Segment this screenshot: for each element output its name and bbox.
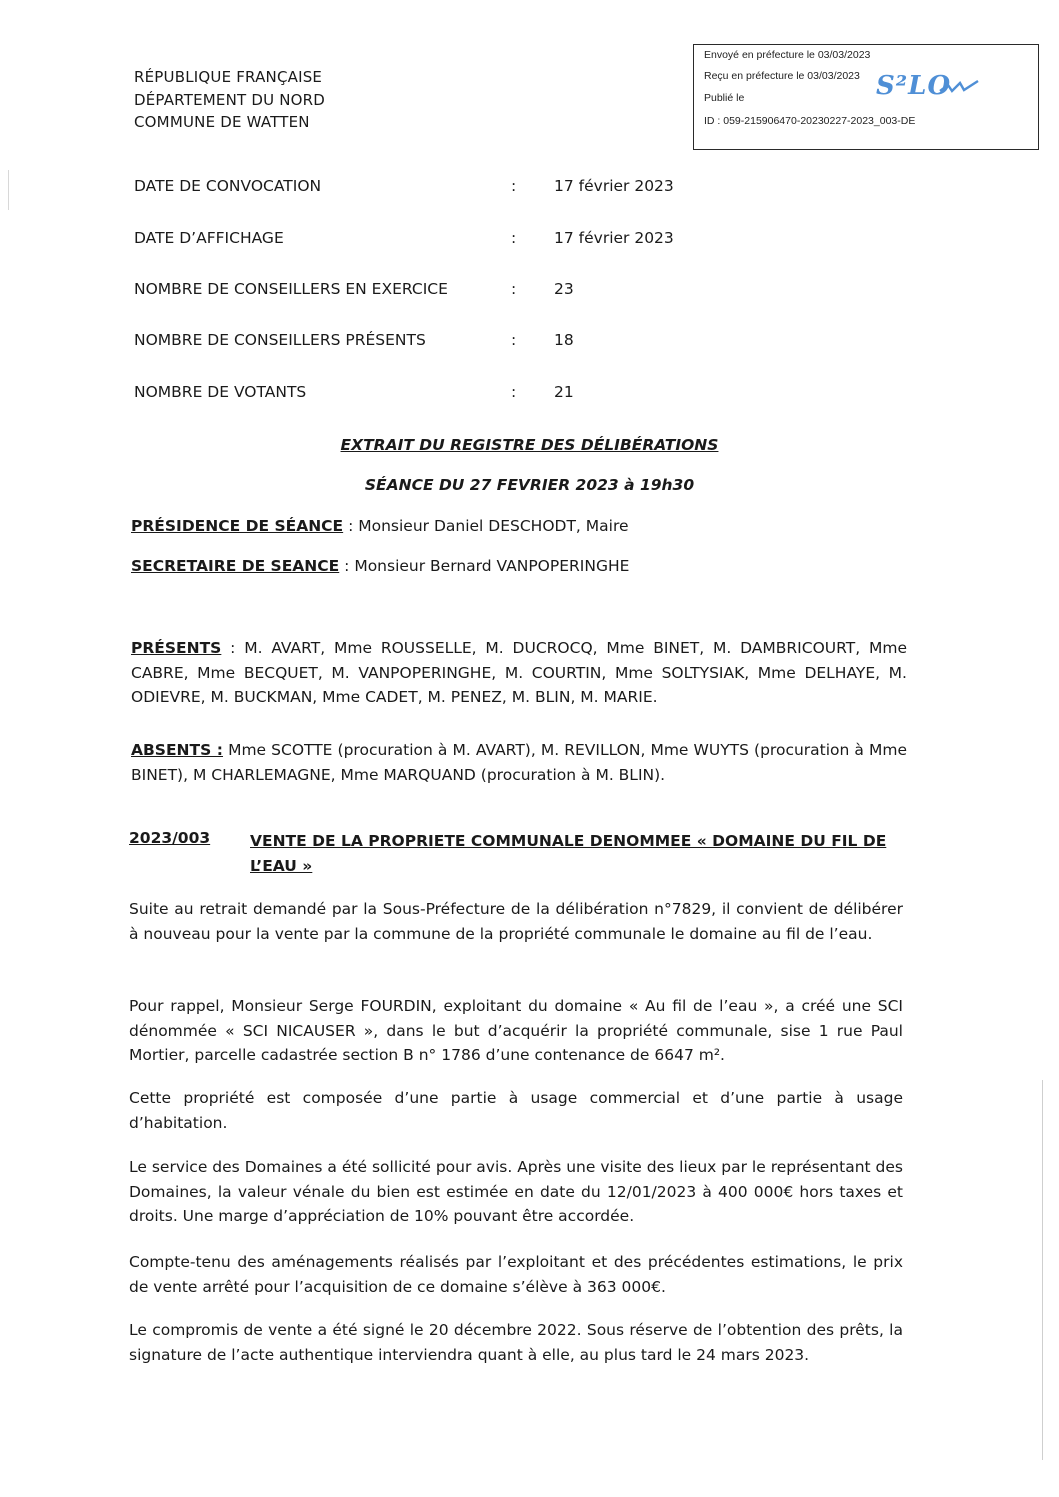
presents-label: PRÉSENTS: [131, 639, 222, 657]
presidence-label: PRÉSIDENCE DE SÉANCE: [131, 517, 344, 535]
stamp-sent: Envoyé en préfecture le 03/03/2023: [704, 49, 871, 61]
meta-row-convocation: [134, 177, 734, 201]
presidence-value: : Monsieur Daniel DESCHODT, Maire: [343, 517, 629, 535]
meta-label: DATE D’AFFICHAGE: [134, 229, 284, 247]
body-paragraph: Pour rappel, Monsieur Serge FOURDIN, exploitant du domaine « Au fil de l’eau », a créé une SCI dénommée « SCI NICAUSER », dans le but d’acquérir la propriété communale, sise 1 rue Paul Mortier, parcelle cadastrée section B n° 1786 d’une contenance de 6647 m².: [129, 997, 903, 1065]
meta-value: 17 février 2023: [554, 229, 674, 247]
issuer-header: [134, 66, 325, 134]
session-title-text: SÉANCE DU 27 FEVRIER 2023 à 19h30: [364, 476, 695, 494]
meta-row-votants: [134, 383, 734, 407]
section-title: VENTE DE LA PROPRIETE COMMUNALE DENOMMEE « DOMAINE DU FIL DE L’EAU »: [250, 832, 887, 875]
absents-value: Mme SCOTTE (procuration à M. AVART), M. REVILLON, Mme WUYTS (procuration à Mme BINET), M CHARLEMAGNE, Mme MARQUAND (procuration à M. BLIN).: [131, 741, 907, 784]
header-republique: RÉPUBLIQUE FRANÇAISE: [134, 68, 323, 86]
scan-edge-mark: [8, 170, 9, 210]
body-paragraph: Suite au retrait demandé par la Sous-Préfecture de la délibération n°7829, il convient de délibérer à nouveau pour la vente par la commune de la propriété communale le domaine au fil de l’eau.: [129, 900, 903, 943]
meta-label: NOMBRE DE CONSEILLERS PRÉSENTS: [134, 331, 426, 349]
body-paragraph: Cette propriété est composée d’une partie à usage commercial et d’une partie à usage d’habitation.: [129, 1089, 903, 1132]
meta-value: 18: [554, 331, 574, 349]
stamp-received: Reçu en préfecture le 03/03/2023: [704, 70, 860, 82]
meta-separator: :: [511, 229, 517, 247]
meta-row-presents: [134, 331, 734, 355]
prefecture-stamp: [693, 44, 1039, 150]
body-paragraph: Le service des Domaines a été sollicité pour avis. Après une visite des lieux par le représentant des Domaines, la valeur vénale du bien est estimée en date du 12/01/2023 à 400 000€ hors taxes et droits. Une marge d’appréciation de 10% pouvant être accordée.: [129, 1158, 903, 1226]
meta-separator: :: [511, 383, 517, 401]
meta-value: 21: [554, 383, 574, 401]
meta-value: 23: [554, 280, 574, 298]
header-commune: COMMUNE DE WATTEN: [134, 113, 310, 131]
body-paragraph: Le compromis de vente a été signé le 20 décembre 2022. Sous réserve de l’obtention des prêts, la signature de l’acte authentique interviendra quant à elle, au plus tard le 24 mars 2023.: [129, 1321, 903, 1364]
stamp-published: Publié le: [704, 92, 745, 104]
meta-separator: :: [511, 280, 517, 298]
secretaire-value: : Monsieur Bernard VANPOPERINGHE: [339, 557, 630, 575]
meta-label: NOMBRE DE VOTANTS: [134, 383, 307, 401]
presents-value: : M. AVART, Mme ROUSSELLE, M. DUCROCQ, Mme BINET, M. DAMBRICOURT, Mme CABRE, Mme BECQUET, M. VANPOPERINGHE, M. COURTIN, Mme SOLTYSIAK, Mme DELHAYE, M. ODIEVRE, M. BUCKMAN, Mme CADET, M. PENEZ, M. BLIN, M. MARIE.: [131, 639, 907, 707]
section-number: 2023/003: [129, 829, 211, 847]
meta-separator: :: [511, 177, 517, 195]
secretaire-label: SECRETAIRE DE SEANCE: [131, 557, 340, 575]
scan-edge-line: [1042, 1080, 1043, 1460]
absents-paragraph: [131, 738, 907, 787]
meta-value: 17 février 2023: [554, 177, 674, 195]
header-departement: DÉPARTEMENT DU NORD: [134, 90, 326, 109]
body-paragraph: Compte-tenu des aménagements réalisés par l’exploitant et des précédentes estimations, le prix de vente arrêté pour l’acquisition de ce domaine s’élève à 363 000€.: [129, 1253, 903, 1296]
meta-separator: :: [511, 331, 517, 349]
meta-label: DATE DE CONVOCATION: [134, 177, 322, 195]
presidence-line: [131, 517, 629, 535]
absents-label: ABSENTS :: [131, 741, 224, 759]
s2lo-logo: [876, 71, 951, 101]
session-title: [0, 476, 1059, 494]
meta-row-exercice: [134, 280, 734, 304]
s2lo-logo-text: S²LO: [876, 71, 952, 101]
meta-label: NOMBRE DE CONSEILLERS EN EXERCICE: [134, 280, 448, 298]
extract-title: EXTRAIT DU REGISTRE DES DÉLIBÉRATIONS: [340, 436, 719, 454]
presents-paragraph: [131, 636, 907, 710]
s2lo-swoosh-icon: [938, 79, 980, 97]
secretaire-line: [131, 557, 629, 575]
stamp-id: ID : 059-215906470-20230227-2023_003-DE: [704, 115, 916, 127]
meta-row-affichage: [134, 229, 734, 253]
